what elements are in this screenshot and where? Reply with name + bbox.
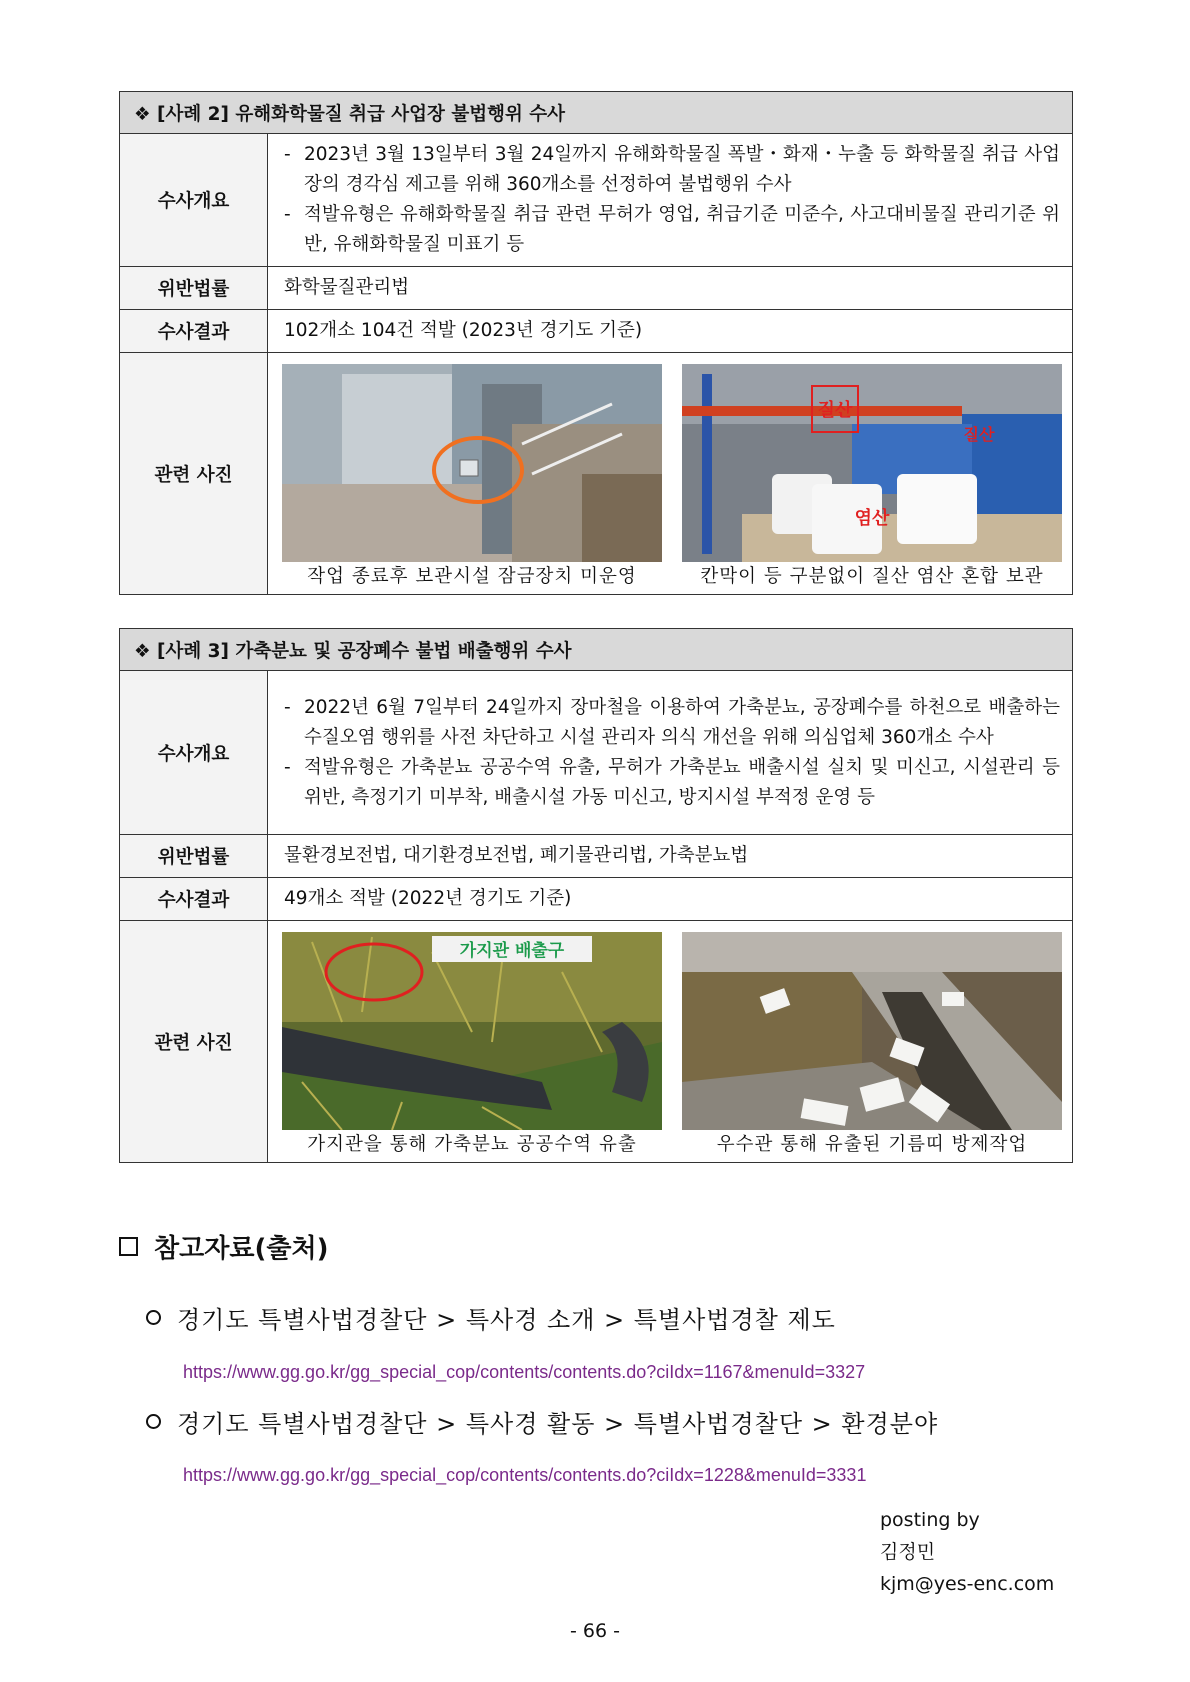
reference-link[interactable]: https://www.gg.go.kr/gg_special_cop/contents/contents.do?ciIdx=1228&menuId=3331: [183, 1465, 867, 1485]
posting-author: 김정민: [880, 1541, 936, 1563]
case2-photo-caption: 칸막이 등 구분없이 질산 염산 혼합 보관: [700, 565, 1044, 587]
page-number: - 66 -: [570, 1620, 620, 1642]
case2-photo-lock: [282, 364, 662, 592]
case2-overview-item: - 적발유형은 유해화학물질 취급 관련 무허가 영업, 취급기준 미준수, 사고대비물질 관리기준 위반, 유해화학물질 미표기 등: [284, 204, 1060, 255]
case3-photo-caption: 가지관을 통해 가축분뇨 공공수역 유출: [307, 1133, 637, 1155]
case3-photos: [268, 921, 1073, 1163]
case2-table: [119, 91, 1073, 595]
case2-photo-label: 관련 사진: [120, 353, 268, 595]
case2-overview-item: - 2023년 3월 13일부터 3월 24일까지 유해화학물질 폭발・화재・누출 등 화학물질 취급 사업장의 경각심 제고를 위해 360개소를 선정하여 불법행위 수사: [284, 144, 1060, 195]
case3-photo-label: 관련 사진: [120, 921, 268, 1163]
case2-law: 화학물질관리법: [268, 267, 1073, 310]
case2-result: 102개소 104건 적발 (2023년 경기도 기준): [268, 310, 1073, 353]
case3-overview: [268, 671, 1073, 835]
case3-table: [119, 628, 1073, 1163]
references-title: 참고자료(출처): [119, 1228, 328, 1265]
posting-email[interactable]: kjm@yes-enc.com: [880, 1573, 1055, 1595]
case3-result: 49개소 적발 (2022년 경기도 기준): [268, 878, 1073, 921]
circle-bullet-icon: [146, 1414, 161, 1429]
branch-pipe-outlet-photo: [282, 932, 662, 1130]
case2-title: ❖ [사례 2] 유해화학물질 취급 사업장 불법행위 수사: [120, 92, 1073, 134]
reference-item: [146, 1404, 938, 1439]
hydrochloric-acid-tag: 염산: [854, 507, 890, 529]
nitric-acid-tag: 질산: [817, 399, 853, 421]
case3-title: ❖ [사례 3] 가축분뇨 및 공장폐수 불법 배출행위 수사: [120, 629, 1073, 671]
reference-item: [146, 1300, 836, 1335]
case2-overview-label: 수사개요: [120, 134, 268, 267]
case3-law: 물환경보전법, 대기환경보전법, 폐기물관리법, 가축분뇨법: [268, 835, 1073, 878]
posting-by: posting by: [880, 1509, 980, 1531]
reference-path: 경기도 특별사법경찰단 > 특사경 활동 > 특별사법경찰단 > 환경분야: [177, 1410, 939, 1438]
posting-info: [880, 1504, 1054, 1600]
case3-photo-caption: 우수관 통해 유출된 기름띠 방제작업: [716, 1133, 1028, 1155]
branch-pipe-outlet-tag: 가지관 배출구: [459, 940, 565, 961]
case2-overview: [268, 134, 1073, 267]
case2-result-label: 수사결과: [120, 310, 268, 353]
case3-photo-cleanup: [682, 932, 1062, 1160]
case3-law-label: 위반법률: [120, 835, 268, 878]
case2-law-label: 위반법률: [120, 267, 268, 310]
case2-photo-caption: 작업 종료후 보관시설 잠금장치 미운영: [307, 565, 637, 587]
case3-result-label: 수사결과: [120, 878, 268, 921]
square-bullet-icon: [119, 1237, 138, 1256]
case3-photo-outlet: [282, 932, 662, 1160]
acid-storage-photo: [682, 364, 1062, 562]
case3-overview-label: 수사개요: [120, 671, 268, 835]
circle-bullet-icon: [146, 1310, 161, 1325]
oil-cleanup-photo: [682, 932, 1062, 1130]
reference-link[interactable]: https://www.gg.go.kr/gg_special_cop/contents/contents.do?ciIdx=1167&menuId=3327: [183, 1362, 866, 1382]
nitric-acid-tag-2: 질산: [963, 424, 995, 444]
reference-path: 경기도 특별사법경찰단 > 특사경 소개 > 특별사법경찰 제도: [177, 1306, 836, 1334]
case3-overview-item: - 2022년 6월 7일부터 24일까지 장마철을 이용하여 가축분뇨, 공장폐수를 하천으로 배출하는 수질오염 행위를 사전 차단하고 시설 관리자 의식 개선을 위해 의심업체 360개소 수사: [284, 696, 1060, 748]
case3-overview-item: - 적발유형은 가축분뇨 공공수역 유출, 무허가 가축분뇨 배출시설 실치 및 미신고, 시설관리 등 위반, 측정기기 미부착, 배출시설 가동 미신고, 방지시설 부적정 운영 등: [284, 756, 1060, 808]
case2-photo-acid: [682, 364, 1062, 592]
storage-box-photo: [282, 364, 662, 562]
case2-photos: [268, 353, 1073, 595]
